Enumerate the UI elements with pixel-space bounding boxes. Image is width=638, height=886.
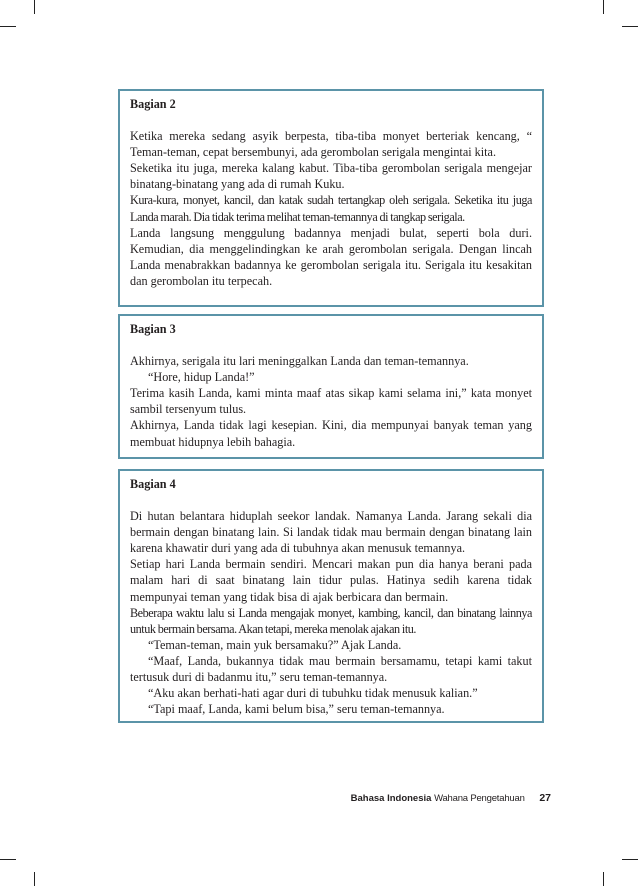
page-footer [0,792,551,804]
crop-mark [34,872,35,886]
story-paragraph: Akhirnya, serigala itu lari meninggalkan Landa dan teman-temannya. [130,354,469,369]
crop-mark [603,0,604,14]
page-number: 27 [539,792,551,804]
crop-mark [0,26,16,27]
story-paragraph: Akhirnya, Landa tidak lagi kesepian. Kini, dia mempunyai banyak teman yang membuat hidupnya lebih bahagia. [130,418,532,449]
section-box-bagian-2 [118,89,544,307]
story-paragraph: Beberapa waktu lalu si Landa mengajak monyet, kambing, kancil, dan binatang lainnya untuk bermain bersama. Akan tetapi, mereka menolak ajakan itu. [130,605,532,636]
crop-mark [34,0,35,14]
footer-book-title: Bahasa Indonesia [350,793,432,804]
story-paragraph: “Aku akan berhati-hati agar duri di tubuhku tidak menusuk kalian.” [148,686,478,701]
story-paragraph: “Maaf, Landa, bukannya tidak mau bermain bersamamu, tetapi kami takut tertusuk duri di badanmu itu,” seru teman-temannya. [130,653,532,685]
story-paragraph: Landa langsung menggulung badannya menjadi bulat, seperti bola duri. Kemudian, dia menggelindingkan ke arah gerombolan serigala. Dengan lincah Landa menabrakkan badannya ke gerombolan serigala itu. Serigala itu kesakitan dan gerombolan itu terpecah. [130,225,532,288]
story-paragraph: Kura-kura, monyet, kancil, dan katak sudah tertangkap oleh serigala. Seketika itu juga Landa marah. Dia tidak terima melihat teman-temannya di tangkap serigala. [130,193,532,224]
story-paragraph: Ketika mereka sedang asyik berpesta, tiba-tiba monyet berteriak kencang, “ Teman-teman, cepat bersembunyi, ada gerombolan serigala mengintai kita. [130,129,532,160]
crop-mark [622,26,638,27]
story-paragraph: “Teman-teman, main yuk bersamaku?” Ajak Landa. [148,637,402,652]
section-box-bagian-3 [118,314,544,459]
footer-book-subtitle: Wahana Pengetahuan [434,793,525,804]
story-paragraph: Seketika itu juga, mereka kalang kabut. Tiba-tiba gerombolan serigala mengejar binatang-binatang yang ada di rumah Kuku. [130,161,532,192]
story-paragraph: “Hore, hidup Landa!” [148,370,255,385]
crop-mark [603,872,604,886]
section-title: Bagian 3 [130,322,176,336]
crop-mark [0,859,16,860]
story-paragraph: Di hutan belantara hiduplah seekor landak. Namanya Landa. Jarang sekali dia bermain dengan binatang lain. Si landak tidak mau bermain dengan binatang lain karena khawatir duri yang ada di tubuhnya akan menusuk temannya. [130,509,532,556]
story-paragraph: “Tapi maaf, Landa, kami belum bisa,” seru teman-temannya. [148,702,445,717]
section-title: Bagian 4 [130,477,176,491]
section-box-bagian-4 [118,469,544,723]
story-paragraph: Terima kasih Landa, kami minta maaf atas sikap kami selama ini,” kata monyet sambil tersenyum tulus. [130,386,532,417]
section-title: Bagian 2 [130,97,176,111]
crop-mark [622,859,638,860]
story-paragraph: Setiap hari Landa bermain sendiri. Mencari makan pun dia hanya berani pada malam hari di saat binatang lain tidur pulas. Hatinya sedih karena tidak mempunyai teman yang tidak bisa di ajak berbicara dan bermain. [130,557,532,604]
